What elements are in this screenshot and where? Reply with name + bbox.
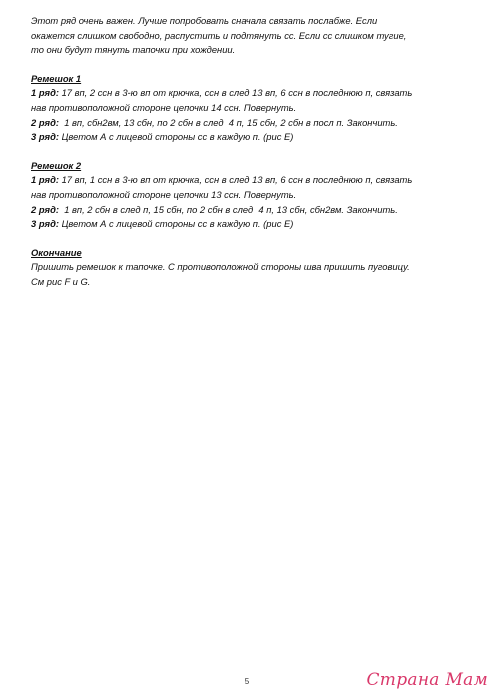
- intro-paragraph: [31, 14, 471, 58]
- row-text: 1 вп, 2 сбн в след п, 15 сбн, по 2 сбн в след 4 п, 13 сбн, сбн2вм. Закончить.: [58, 203, 398, 215]
- row-label: 1 ряд:: [31, 174, 59, 186]
- strap2-heading: Ремешок 2: [31, 159, 82, 171]
- row-text: 1 вп, сбн2вм, 13 сбн, по 2 сбн в след 4 п, 15 сбн, 2 сбн в посл п. Закончить.: [58, 116, 398, 128]
- intro-line: то они будут тянуть тапочки при хождении.: [31, 44, 236, 56]
- intro-line: окажется слишком свободно, распустить и подтянуть сс. Если сс слишком тугие,: [31, 29, 407, 41]
- page-number: 5: [244, 677, 250, 686]
- row-label: 1 ряд:: [31, 87, 59, 99]
- row-text: 17 вп, 2 ссн в 3-ю вп от крючка, ссн в след 13 вп, 6 ссн в последнюю п, связать: [58, 87, 413, 99]
- document-page: [31, 14, 471, 304]
- row-text: Цветом А с лицевой стороны сс в каждую п. (рис Е): [58, 218, 294, 230]
- row-text: Цветом А с лицевой стороны сс в каждую п. (рис Е): [58, 131, 294, 143]
- strap1-row3: [31, 130, 471, 145]
- strap1-row1: [31, 86, 471, 101]
- watermark-logo: Страна Мам: [366, 670, 488, 690]
- strap2-row1: [31, 173, 471, 188]
- strap2-row3: [31, 217, 471, 232]
- strap1-section: [31, 72, 471, 145]
- strap1-row2: [31, 116, 471, 131]
- finish-heading: Окончание: [31, 246, 82, 258]
- strap2-row1-continuation: нав противоположной стороне цепочки 13 ссн. Повернуть.: [31, 188, 297, 200]
- row-text: 17 вп, 1 ссн в 3-ю вп от крючка, ссн в след 13 вп, 6 ссн в последнюю п, связать: [58, 174, 413, 186]
- row-label: 3 ряд:: [31, 218, 59, 230]
- row-label: 2 ряд:: [31, 203, 59, 215]
- finish-line: Пришить ремешок к тапочке. С противоположной стороны шва пришить пуговицу.: [31, 261, 410, 273]
- strap2-row2: [31, 203, 471, 218]
- finish-line: См рис F и G.: [31, 275, 91, 287]
- strap2-section: [31, 159, 471, 232]
- strap1-row1-continuation: нав противоположной стороне цепочки 14 ссн. Повернуть.: [31, 101, 297, 113]
- strap1-heading: Ремешок 1: [31, 72, 82, 84]
- intro-line: Этот ряд очень важен. Лучше попробовать сначала связать послабже. Если: [31, 15, 378, 26]
- row-label: 3 ряд:: [31, 131, 59, 143]
- finish-section: [31, 246, 471, 290]
- row-label: 2 ряд:: [31, 116, 59, 128]
